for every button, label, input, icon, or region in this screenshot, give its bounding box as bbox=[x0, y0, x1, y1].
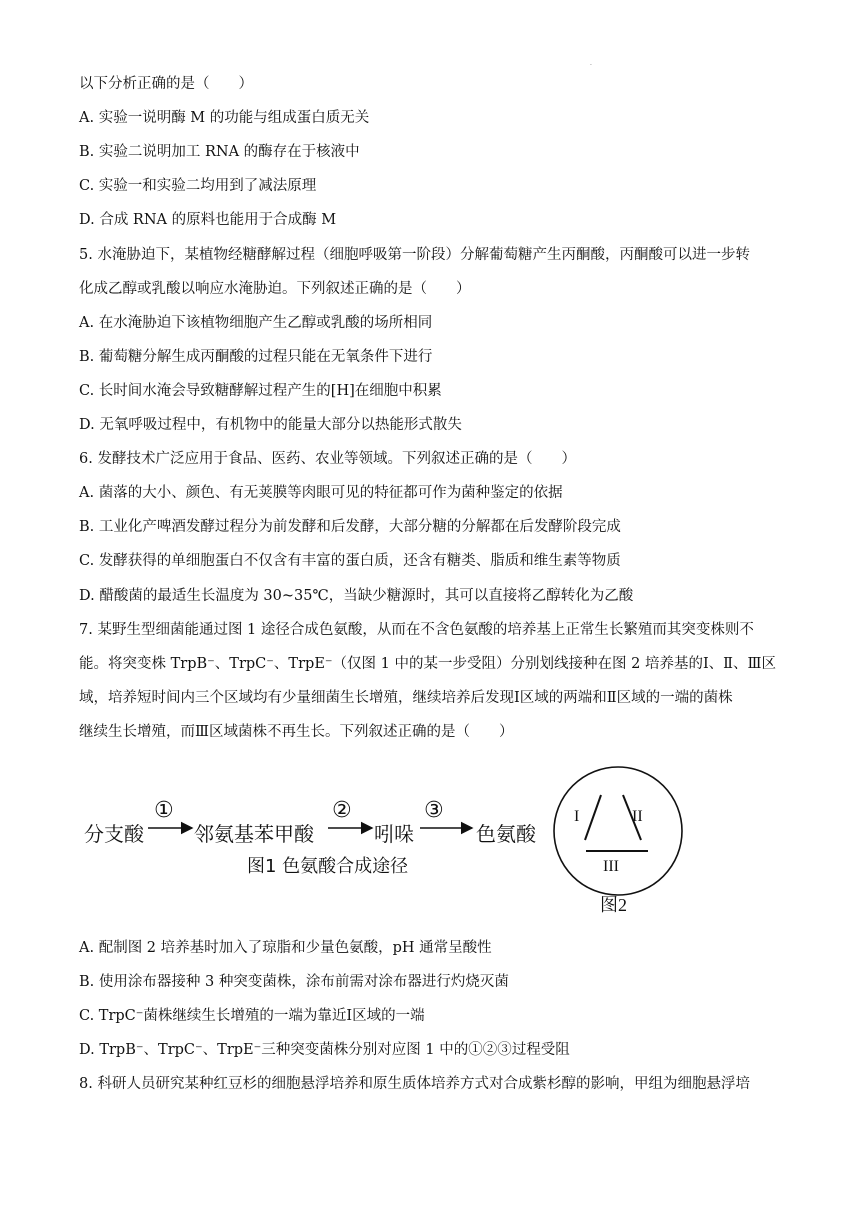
question-5-stem-line2: 化成乙醇或乳酸以响应水淹胁迫。下列叙述正确的是（ ） bbox=[79, 281, 471, 297]
option-4d: D. 合成 RNA 的原料也能用于合成酶 M bbox=[79, 212, 337, 228]
option-6a: A. 菌落的大小、颜色、有无荚膜等肉眼可见的特征都可作为菌种鉴定的依据 bbox=[79, 485, 563, 501]
petri-dish-outline bbox=[554, 767, 682, 895]
option-4a: A. 实验一说明酶 M 的功能与组成蛋白质无关 bbox=[79, 110, 370, 126]
figure-2-plate bbox=[548, 765, 688, 925]
figure-1-pathway bbox=[84, 800, 554, 880]
option-5c: C. 长时间水淹会导致糖酵解过程产生的[H]在细胞中积累 bbox=[79, 383, 442, 399]
step-marker-1: ① bbox=[154, 798, 174, 823]
question-4-stem: 以下分析正确的是（ ） bbox=[79, 76, 253, 92]
figure-2-caption: 图2 bbox=[600, 895, 627, 915]
figure-1-caption: 图1 色氨酸合成途径 bbox=[247, 856, 409, 877]
option-5b: B. 葡萄糖分解生成丙酮酸的过程只能在无氧条件下进行 bbox=[79, 349, 433, 365]
region-label-2: II bbox=[632, 808, 643, 825]
question-6-stem: 6. 发酵技术广泛应用于食品、医药、农业等领域。下列叙述正确的是（ ） bbox=[79, 451, 576, 467]
streak-region-1 bbox=[585, 795, 601, 840]
question-7-stem-line1: 7. 某野生型细菌能通过图 1 途径合成色氨酸，从而在不含色氨酸的培养基上正常生长繁殖而其突变株则不 bbox=[79, 622, 754, 638]
question-5-stem-line1: 5. 水淹胁迫下，某植物经糖酵解过程（细胞呼吸第一阶段）分解葡萄糖产生丙酮酸，丙酮酸可以进一步转 bbox=[79, 247, 750, 263]
option-6b: B. 工业化产啤酒发酵过程分为前发酵和后发酵，大部分糖的分解都在后发酵阶段完成 bbox=[79, 519, 621, 535]
option-7b: B. 使用涂布器接种 3 种突变菌株，涂布前需对涂布器进行灼烧灭菌 bbox=[79, 974, 509, 990]
question-7-stem-line4: 继续生长增殖，而Ⅲ区域菌株不再生长。下列叙述正确的是（ ） bbox=[79, 724, 514, 740]
option-5d: D. 无氧呼吸过程中，有机物中的能量大部分以热能形式散失 bbox=[79, 417, 462, 433]
option-7c: C. TrpC⁻菌株继续生长增殖的一端为靠近Ⅰ区域的一端 bbox=[79, 1008, 425, 1024]
compound-indole: 吲哚 bbox=[374, 822, 414, 846]
question-7-stem-line2: 能。将突变株 TrpB⁻、TrpC⁻、TrpE⁻（仅图 1 中的某一步受阻）分别划线接种在图 2 培养基的Ⅰ、Ⅱ、Ⅲ区 bbox=[79, 656, 777, 672]
option-6c: C. 发酵获得的单细胞蛋白不仅含有丰富的蛋白质，还含有糖类、脂质和维生素等物质 bbox=[79, 553, 621, 569]
option-7a: A. 配制图 2 培养基时加入了琼脂和少量色氨酸，pH 通常呈酸性 bbox=[79, 940, 492, 956]
option-4c: C. 实验一和实验二均用到了减法原理 bbox=[79, 178, 317, 194]
option-5a: A. 在水淹胁迫下该植物细胞产生乙醇或乳酸的场所相同 bbox=[79, 315, 433, 331]
option-6d: D. 醋酸菌的最适生长温度为 30~35℃，当缺少糖源时，其可以直接将乙醇转化为乙酸 bbox=[79, 588, 634, 604]
question-7-stem-line3: 域，培养短时间内三个区域均有少量细菌生长增殖，继续培养后发现Ⅰ区域的两端和Ⅱ区域的一端的菌株 bbox=[79, 690, 733, 706]
question-8-stem: 8. 科研人员研究某种红豆杉的细胞悬浮培养和原生质体培养方式对合成紫杉醇的影响，甲组为细胞悬浮培 bbox=[79, 1076, 750, 1092]
step-marker-2: ② bbox=[332, 798, 352, 823]
compound-chorismate: 分支酸 bbox=[84, 822, 144, 846]
region-label-3: III bbox=[603, 858, 619, 875]
step-marker-3: ③ bbox=[424, 798, 444, 823]
region-label-1: I bbox=[574, 808, 580, 825]
compound-tryptophan: 色氨酸 bbox=[476, 822, 536, 846]
option-7d: D. TrpB⁻、TrpC⁻、TrpE⁻三种突变菌株分别对应图 1 中的①②③过程受阻 bbox=[79, 1042, 570, 1058]
compound-anthranilate: 邻氨基苯甲酸 bbox=[194, 822, 314, 846]
page-dot: . bbox=[590, 60, 592, 67]
option-4b: B. 实验二说明加工 RNA 的酶存在于核液中 bbox=[79, 144, 360, 160]
